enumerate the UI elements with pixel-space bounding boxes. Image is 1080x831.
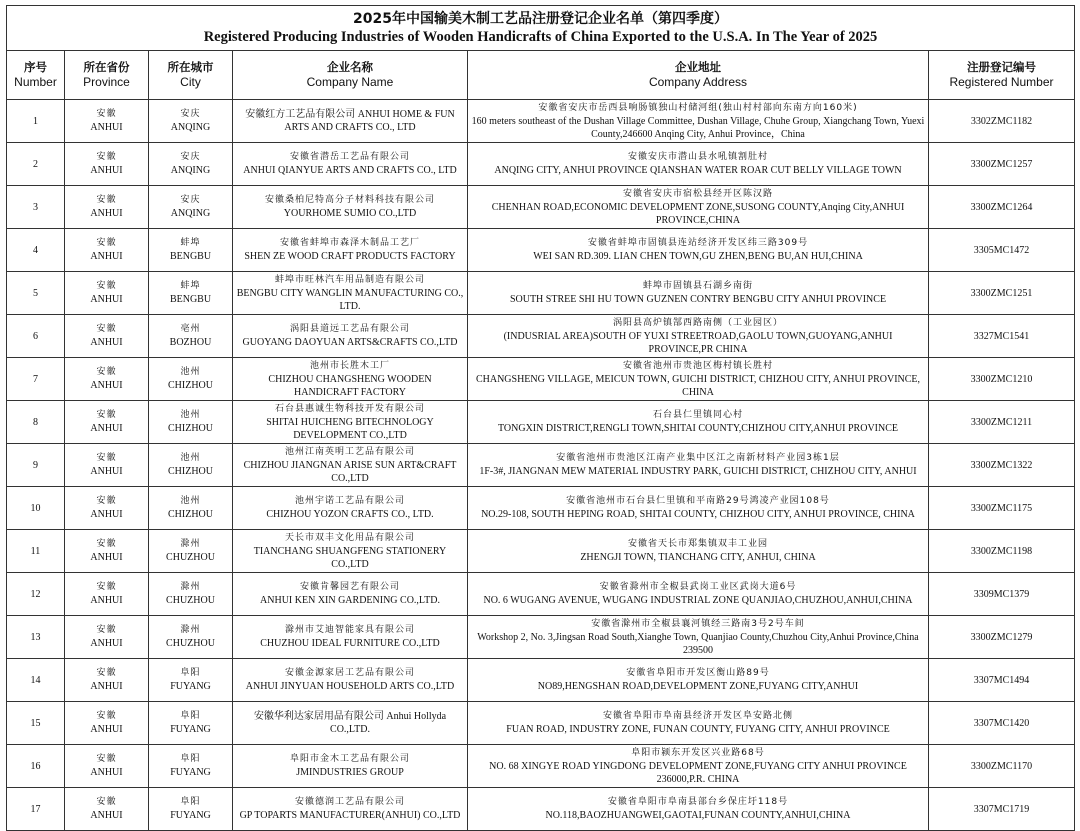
- city-cell: [149, 444, 233, 487]
- company-address-cell: [468, 229, 929, 272]
- header-company-address: 企业地址 Company Address: [468, 51, 929, 100]
- company-address-zh: 安徽省天长市郑集镇双丰工业园: [627, 539, 768, 549]
- row-number: 5: [7, 272, 65, 315]
- city-en: FUYANG: [170, 724, 211, 735]
- city-cell: [149, 573, 233, 616]
- header-province: 所在省份 Province: [65, 51, 149, 100]
- province-cell: [65, 788, 149, 831]
- province-zh: 安徽: [96, 238, 117, 248]
- province-cell: [65, 573, 149, 616]
- company-address-zh: 安徽省池州市贵池区梅村镇长胜村: [622, 360, 773, 371]
- company-address-cell: [468, 573, 929, 616]
- row-number: 2: [7, 143, 65, 186]
- table-row: [7, 616, 1075, 659]
- row-number: 16: [7, 745, 65, 788]
- company-address-zh: 安徽省池州市贵池区江南产业集中区江之南新材料产业园3栋1层: [556, 453, 840, 463]
- company-address-en: SOUTH STREE SHI HU TOWN GUZNEN CONTRY BENGBU CITY ANHUI PROVINCE: [509, 294, 887, 305]
- company-address-zh: 安徽省阜阳市阜南县经济开发区阜安路北侧: [602, 711, 793, 721]
- province-en: ANHUI: [90, 165, 123, 176]
- city-cell: [149, 100, 233, 143]
- company-name: 安徽华利达家居用品有限公司 Anhui Hollyda CO.,LTD.: [253, 711, 447, 735]
- province-zh: 安徽: [96, 152, 117, 162]
- city-en: CHIZHOU: [168, 509, 213, 520]
- title-cell: [7, 6, 1075, 51]
- city-zh: 安庆: [180, 195, 201, 205]
- city-en: CHIZHOU: [168, 380, 213, 391]
- company-name-en: JMINDUSTRIES GROUP: [296, 767, 404, 778]
- province-en: ANHUI: [90, 509, 123, 520]
- table-row: [7, 745, 1075, 788]
- company-address-en: NO. 6 WUGANG AVENUE, WUGANG INDUSTRIAL ZONE QUANJIAO,CHUZHOU,ANHUI,CHINA: [483, 595, 913, 606]
- company-address-zh: 安徽省滁州市全椒县襄河镇经三路南3号2号车间: [591, 618, 805, 629]
- company-registry-table: [6, 5, 1075, 831]
- city-zh: 蚌埠: [180, 238, 201, 248]
- province-en: ANHUI: [90, 724, 123, 735]
- company-name-zh: 安徽省潜岳工艺品有限公司: [289, 152, 410, 162]
- province-cell: [65, 745, 149, 788]
- table-body: [7, 100, 1075, 831]
- company-name-en: GP TOPARTS MANUFACTURER(ANHUI) CO.,LTD: [239, 810, 461, 821]
- company-name-cell: [233, 530, 468, 573]
- province-cell: [65, 487, 149, 530]
- company-address-zh: 安徽省蚌埠市固镇县连站经济开发区纬三路309号: [587, 238, 809, 248]
- company-address-cell: [468, 100, 929, 143]
- company-name-en: CHIZHOU CHANGSHENG WOODEN HANDICRAFT FACTORY: [268, 373, 432, 398]
- city-zh: 滁州: [180, 539, 201, 549]
- company-name-zh: 蚌埠市旺林汽车用品制造有限公司: [274, 274, 425, 285]
- header-row: [7, 51, 1075, 100]
- province-en: ANHUI: [90, 552, 123, 563]
- table-row: [7, 143, 1075, 186]
- company-address-cell: [468, 745, 929, 788]
- company-name-en: YOURHOME SUMIO CO.,LTD: [283, 208, 417, 219]
- province-cell: [65, 186, 149, 229]
- table-row: [7, 315, 1075, 358]
- registered-number: 3305MC1472: [929, 229, 1075, 272]
- company-address-cell: [468, 315, 929, 358]
- company-name-cell: [233, 659, 468, 702]
- city-cell: [149, 530, 233, 573]
- province-zh: 安徽: [96, 797, 117, 807]
- company-address-zh: 涡阳县高炉镇郜西路南侧（工业园区）: [612, 317, 783, 328]
- company-name-en: GUOYANG DAOYUAN ARTS&CRAFTS CO.,LTD: [242, 337, 458, 348]
- company-address-zh: 安徽省安庆市宿松县经开区陈汉路: [622, 188, 773, 199]
- company-name-zh: 安徽桑柏尼特高分子材料科技有限公司: [264, 195, 435, 205]
- company-name-cell: [233, 745, 468, 788]
- province-en: ANHUI: [90, 810, 123, 821]
- table-row: [7, 358, 1075, 401]
- city-cell: [149, 487, 233, 530]
- table-row: [7, 229, 1075, 272]
- company-address-zh: 石台县仁里镇同心村: [652, 410, 743, 420]
- title-en: Registered Producing Industries of Wooden Handicrafts of China Exported to the U.S.A. In The Year of 2025: [203, 28, 878, 45]
- company-name-cell: [233, 788, 468, 831]
- registered-number: 3300ZMC1170: [929, 745, 1075, 788]
- registered-number: 3302ZMC1182: [929, 100, 1075, 143]
- province-zh: 安徽: [96, 453, 117, 463]
- company-address-zh: 阜阳市颍东开发区兴业路68号: [631, 747, 765, 758]
- company-address-cell: [468, 444, 929, 487]
- company-address-en: TONGXIN DISTRICT,RENGLI TOWN,SHITAI COUNTY,CHIZHOU CITY,ANHUI PROVINCE: [497, 423, 899, 434]
- city-zh: 阜阳: [180, 797, 201, 807]
- company-name-zh: 石台县惠诚生物科技开发有限公司: [274, 403, 425, 414]
- company-name-cell: [233, 272, 468, 315]
- registered-number: 3300ZMC1210: [929, 358, 1075, 401]
- company-address-zh: 安徽省阜阳市开发区衡山路89号: [626, 668, 770, 678]
- province-cell: [65, 702, 149, 745]
- province-zh: 安徽: [96, 195, 117, 205]
- company-name-cell: [233, 358, 468, 401]
- province-cell: [65, 315, 149, 358]
- company-address-cell: [468, 788, 929, 831]
- registered-number: 3300ZMC1211: [929, 401, 1075, 444]
- province-cell: [65, 358, 149, 401]
- province-zh: 安徽: [96, 582, 117, 592]
- row-number: 9: [7, 444, 65, 487]
- company-name-cell: [233, 186, 468, 229]
- province-cell: [65, 100, 149, 143]
- company-name-zh: 涡阳县道远工艺品有限公司: [289, 324, 410, 334]
- company-name-cell: [233, 444, 468, 487]
- province-cell: [65, 143, 149, 186]
- company-address-en: NO. 68 XINGYE ROAD YINGDONG DEVELOPMENT ZONE,FUYANG CITY ANHUI PROVINCE 236000,P.R. CHINA: [489, 760, 907, 785]
- company-name-zh: 阜阳市金木工艺品有限公司: [289, 754, 410, 764]
- company-name-en: ANHUI QIANYUE ARTS AND CRAFTS CO., LTD: [243, 165, 457, 176]
- city-cell: [149, 401, 233, 444]
- city-cell: [149, 272, 233, 315]
- company-address-en: NO.29-108, SOUTH HEPING ROAD, SHITAI COUNTY, CHIZHOU CITY, ANHUI PROVINCE, CHINA: [481, 509, 915, 520]
- header-city: 所在城市 City: [149, 51, 233, 100]
- company-address-en: 160 meters southeast of the Dushan Village Committee, Dushan Village, Chuhe Group, Xiangchang Town, Yuexi County,246600 Anqing City, Anhui Province，China: [471, 115, 925, 140]
- company-address-cell: [468, 186, 929, 229]
- company-name-cell: [233, 401, 468, 444]
- company-address-cell: [468, 143, 929, 186]
- company-address-en: Workshop 2, No. 3,Jingsan Road South,Xianghe Town, Quanjiao County,Chuzhou City,Anhui Province,China 239500: [477, 631, 919, 656]
- company-address-cell: [468, 530, 929, 573]
- table-row: [7, 444, 1075, 487]
- row-number: 8: [7, 401, 65, 444]
- province-en: ANHUI: [90, 208, 123, 219]
- registered-number: 3300ZMC1198: [929, 530, 1075, 573]
- company-name-cell: [233, 487, 468, 530]
- company-name-en: ANHUI KEN XIN GARDENING CO.,LTD.: [260, 595, 440, 606]
- company-address-cell: [468, 358, 929, 401]
- province-en: ANHUI: [90, 423, 123, 434]
- company-name-cell: [233, 315, 468, 358]
- row-number: 17: [7, 788, 65, 831]
- company-address-cell: [468, 487, 929, 530]
- company-address-en: ZHENGJI TOWN, TIANCHANG CITY, ANHUI, CHINA: [580, 552, 816, 563]
- province-zh: 安徽: [96, 496, 117, 506]
- city-cell: [149, 358, 233, 401]
- province-en: ANHUI: [90, 638, 123, 649]
- province-cell: [65, 530, 149, 573]
- province-cell: [65, 401, 149, 444]
- province-zh: 安徽: [96, 625, 117, 635]
- company-address-en: FUAN ROAD, INDUSTRY ZONE, FUNAN COUNTY, FUYANG CITY, ANHUI PROVINCE: [506, 724, 890, 735]
- table-row: [7, 659, 1075, 702]
- registered-number: 3307MC1494: [929, 659, 1075, 702]
- city-zh: 阜阳: [180, 711, 201, 721]
- province-zh: 安徽: [96, 367, 117, 377]
- table-row: [7, 530, 1075, 573]
- province-zh: 安徽: [96, 754, 117, 764]
- province-en: ANHUI: [90, 122, 123, 133]
- company-name-cell: [233, 702, 468, 745]
- company-address-cell: [468, 272, 929, 315]
- table-row: [7, 487, 1075, 530]
- row-number: 3: [7, 186, 65, 229]
- company-address-zh: 安徽省安庆市岳西县响肠镇独山村储河组(独山村村部向东南方向160米): [538, 102, 858, 113]
- company-name-cell: [233, 143, 468, 186]
- city-cell: [149, 745, 233, 788]
- header-number: 序号 Number: [7, 51, 65, 100]
- city-cell: [149, 659, 233, 702]
- company-address-zh: 安徽安庆市潜山县水吼镇割肚村: [627, 152, 768, 162]
- row-number: 1: [7, 100, 65, 143]
- company-address-en: CHENHAN ROAD,ECONOMIC DEVELOPMENT ZONE,SUSONG COUNTY,Anqing City,ANHUI PROVINCE,CHINA: [491, 201, 905, 226]
- city-en: FUYANG: [170, 767, 211, 778]
- registered-number: 3300ZMC1264: [929, 186, 1075, 229]
- row-number: 7: [7, 358, 65, 401]
- company-address-en: (INDUSRIAL AREA)SOUTH OF YUXI STREETROAD,GAOLU TOWN,GUOYANG,ANHUI PROVINCE,PR CHINA: [503, 330, 893, 355]
- registered-number: 3307MC1719: [929, 788, 1075, 831]
- city-zh: 阜阳: [180, 754, 201, 764]
- city-cell: [149, 315, 233, 358]
- company-name-zh: 安徽德润工艺品有限公司: [294, 797, 405, 807]
- city-en: CHUZHOU: [166, 595, 215, 606]
- company-name-zh: 池州市长胜木工厂: [309, 360, 390, 371]
- company-name: 安徽红方工艺品有限公司 ANHUI HOME & FUN ARTS AND CRAFTS CO., LTD: [245, 109, 455, 133]
- company-address-en: NO89,HENGSHAN ROAD,DEVELOPMENT ZONE,FUYANG CITY,ANHUI: [537, 681, 859, 692]
- title-zh: 2025年中国输美木制工艺品注册登记企业名单（第四季度）: [353, 10, 728, 27]
- company-name-cell: [233, 229, 468, 272]
- city-zh: 池州: [180, 453, 201, 463]
- city-en: FUYANG: [170, 681, 211, 692]
- city-zh: 滁州: [180, 582, 201, 592]
- company-name-en: BENGBU CITY WANGLIN MANUFACTURING CO., LTD.: [236, 287, 464, 312]
- registered-number: 3300ZMC1175: [929, 487, 1075, 530]
- city-zh: 滁州: [180, 625, 201, 635]
- city-en: CHIZHOU: [168, 423, 213, 434]
- province-en: ANHUI: [90, 337, 123, 348]
- company-name-en: CHUZHOU IDEAL FURNITURE CO.,LTD: [260, 638, 440, 649]
- city-zh: 池州: [180, 367, 201, 377]
- company-name-en: ANHUI JINYUAN HOUSEHOLD ARTS CO.,LTD: [245, 681, 455, 692]
- province-en: ANHUI: [90, 251, 123, 262]
- company-name-zh: 池州宇诺工艺品有限公司: [294, 496, 405, 506]
- province-en: ANHUI: [90, 681, 123, 692]
- company-address-zh: 安徽省滁州市全椒县武岗工业区武岗大道6号: [599, 582, 797, 592]
- row-number: 14: [7, 659, 65, 702]
- province-zh: 安徽: [96, 281, 117, 291]
- city-en: BENGBU: [169, 294, 212, 305]
- row-number: 10: [7, 487, 65, 530]
- city-en: ANQING: [170, 122, 211, 133]
- province-zh: 安徽: [96, 410, 117, 420]
- registered-number: 3309MC1379: [929, 573, 1075, 616]
- company-name-cell: [233, 616, 468, 659]
- province-zh: 安徽: [96, 539, 117, 549]
- province-cell: [65, 272, 149, 315]
- city-en: ANQING: [170, 165, 211, 176]
- row-number: 12: [7, 573, 65, 616]
- city-zh: 池州: [180, 410, 201, 420]
- province-cell: [65, 659, 149, 702]
- row-number: 15: [7, 702, 65, 745]
- company-address-en: CHANGSHENG VILLAGE, MEICUN TOWN, GUICHI DISTRICT, CHIZHOU CITY, ANHUI PROVINCE, CHINA: [475, 373, 921, 398]
- company-name-zh: 安徽省蚌埠市森泽木制品工艺厂: [279, 238, 420, 248]
- city-cell: [149, 616, 233, 659]
- city-en: CHUZHOU: [166, 552, 215, 563]
- city-en: CHUZHOU: [166, 638, 215, 649]
- company-address-en: ANQING CITY, ANHUI PROVINCE QIANSHAN WATER ROAR CUT BELLY VILLAGE TOWN: [494, 165, 902, 176]
- city-en: FUYANG: [170, 810, 211, 821]
- province-zh: 安徽: [96, 668, 117, 678]
- province-cell: [65, 444, 149, 487]
- table-row: [7, 573, 1075, 616]
- province-en: ANHUI: [90, 294, 123, 305]
- city-zh: 阜阳: [180, 668, 201, 678]
- row-number: 13: [7, 616, 65, 659]
- province-cell: [65, 229, 149, 272]
- registered-number: 3307MC1420: [929, 702, 1075, 745]
- city-zh: 蚌埠: [180, 281, 201, 291]
- city-cell: [149, 229, 233, 272]
- header-registered-number: 注册登记编号 Registered Number: [929, 51, 1075, 100]
- company-address-zh: 安徽省池州市石台县仁里镇和平南路29号鸿凌产业园108号: [566, 496, 830, 506]
- document-page: [6, 5, 1074, 831]
- company-name-zh: 安徽肯馨园艺有限公司: [299, 582, 400, 592]
- company-name-zh: 安徽金源家居工艺品有限公司: [284, 668, 415, 678]
- company-name-cell: [233, 573, 468, 616]
- company-name-zh: 池州江南英明工艺品有限公司: [284, 446, 415, 457]
- registered-number: 3300ZMC1251: [929, 272, 1075, 315]
- company-address-cell: [468, 659, 929, 702]
- table-row: [7, 100, 1075, 143]
- row-number: 4: [7, 229, 65, 272]
- registered-number: 3300ZMC1322: [929, 444, 1075, 487]
- row-number: 6: [7, 315, 65, 358]
- province-zh: 安徽: [96, 324, 117, 334]
- table-row: [7, 186, 1075, 229]
- city-cell: [149, 702, 233, 745]
- company-name-zh: 天长市双丰文化用品有限公司: [284, 532, 415, 543]
- company-name-zh: 滁州市艾迪智能家具有限公司: [284, 625, 415, 635]
- company-address-cell: [468, 401, 929, 444]
- city-cell: [149, 788, 233, 831]
- company-name-en: SHEN ZE WOOD CRAFT PRODUCTS FACTORY: [244, 251, 456, 262]
- company-name-en: TIANCHANG SHUANGFENG STATIONERY CO.,LTD: [253, 545, 447, 570]
- company-address-cell: [468, 616, 929, 659]
- province-cell: [65, 616, 149, 659]
- province-en: ANHUI: [90, 767, 123, 778]
- table-row: [7, 702, 1075, 745]
- province-zh: 安徽: [96, 711, 117, 721]
- company-address-en: 1F-3#, JIANGNAN MEW MATERIAL INDUSTRY PARK, GUICHI DISTRICT, CHIZHOU CITY, ANHUI: [479, 466, 917, 477]
- city-cell: [149, 143, 233, 186]
- city-en: CHIZHOU: [168, 466, 213, 477]
- registered-number: 3300ZMC1279: [929, 616, 1075, 659]
- title-row: [7, 6, 1075, 51]
- province-en: ANHUI: [90, 380, 123, 391]
- header-company-name: 企业名称 Company Name: [233, 51, 468, 100]
- company-address-en: NO.118,BAOZHUANGWEI,GAOTAI,FUNAN COUNTY,ANHUI,CHINA: [545, 810, 851, 821]
- province-en: ANHUI: [90, 595, 123, 606]
- company-name-en: CHIZHOU JIANGNAN ARISE SUN ART&CRAFT CO.,LTD: [243, 459, 457, 484]
- registered-number: 3300ZMC1257: [929, 143, 1075, 186]
- registered-number: 3327MC1541: [929, 315, 1075, 358]
- company-name-en: CHIZHOU YOZON CRAFTS CO., LTD.: [266, 509, 434, 520]
- company-address-zh: 安徽省阜阳市阜南县部台乡保庄圩118号: [607, 797, 789, 807]
- company-address-cell: [468, 702, 929, 745]
- company-address-en: WEI SAN RD.309. LIAN CHEN TOWN,GU ZHEN,BENG BU,AN HUI,CHINA: [533, 251, 863, 262]
- company-name-cell: [233, 100, 468, 143]
- row-number: 11: [7, 530, 65, 573]
- city-zh: 安庆: [180, 152, 201, 162]
- city-en: BENGBU: [169, 251, 212, 262]
- province-en: ANHUI: [90, 466, 123, 477]
- table-row: [7, 788, 1075, 831]
- city-zh: 亳州: [180, 324, 201, 334]
- province-zh: 安徽: [96, 109, 117, 119]
- table-row: [7, 401, 1075, 444]
- table-row: [7, 272, 1075, 315]
- city-zh: 安庆: [180, 109, 201, 119]
- city-zh: 池州: [180, 496, 201, 506]
- city-cell: [149, 186, 233, 229]
- company-address-zh: 蚌埠市固镇县石湖乡南街: [642, 281, 753, 291]
- city-en: ANQING: [170, 208, 211, 219]
- company-name-en: SHITAI HUICHENG BITECHNOLOGY DEVELOPMENT CO.,LTD: [266, 416, 434, 441]
- city-en: BOZHOU: [169, 337, 212, 348]
